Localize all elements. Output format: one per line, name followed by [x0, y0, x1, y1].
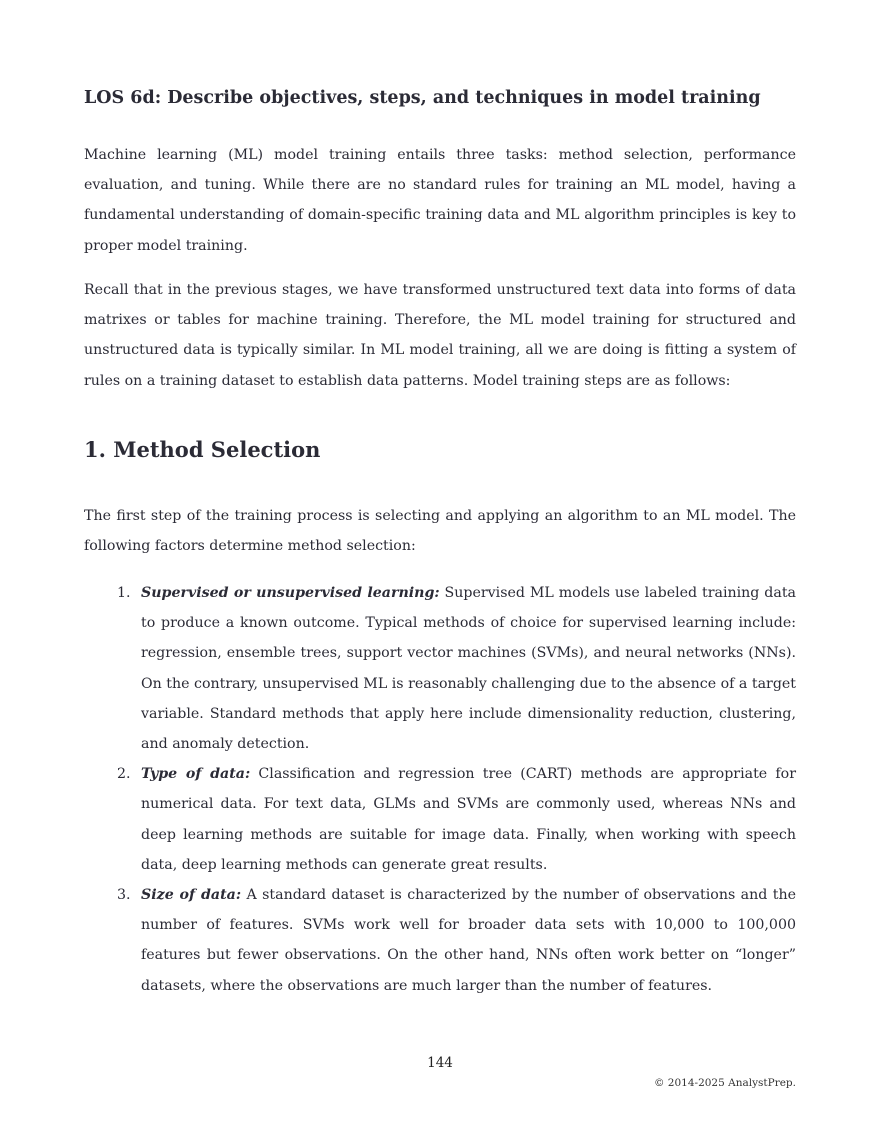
list-item-term: Supervised or unsupervised learning: — [141, 585, 440, 601]
los-heading: LOS 6d: Describe objectives, steps, and techniques in model training — [84, 88, 761, 108]
list-item-number: 2. — [117, 766, 131, 783]
list-item-number: 3. — [117, 887, 131, 904]
list-item-text: Classification and regression tree (CART) methods are appropriate for numerical data. For text data, GLMs and SVMs are commonly used, whereas NNs and deep learning methods are suitable for image data. Finally, when working with speech data, deep learning methods can generate great results. — [141, 766, 796, 873]
list-item-text: A standard dataset is characterized by the number of observations and the number of features. SVMs work well for broader data sets with 10,000 to 100,000 features but fewer observations. On the other hand, NNs often work better on “longer” datasets, where the observations are much larger than the number of features. — [141, 887, 796, 994]
copyright-notice: © 2014-2025 AnalystPrep. — [653, 1077, 796, 1089]
list-item — [84, 578, 796, 759]
list-item-term: Type of data: — [141, 766, 251, 783]
list-item-term: Size of data: — [141, 887, 242, 904]
list-item — [84, 759, 796, 880]
factor-list — [84, 578, 796, 1001]
section-intro-paragraph: The first step of the training process is selecting and applying an algorithm to an ML model. The following factors determine method selection: — [84, 508, 796, 555]
section-title: 1. Method Selection — [84, 437, 321, 462]
page-number: 144 — [427, 1055, 453, 1071]
list-item-number: 1. — [117, 585, 131, 601]
intro-paragraph: Machine learning (ML) model training entails three tasks: method selection, performance evaluation, and tuning. While there are no standard rules for training an ML model, having a fundamental understanding of domain-specific training data and ML algorithm principles is key to proper model training. — [84, 147, 796, 254]
recall-paragraph: Recall that in the previous stages, we have transformed unstructured text data into forms of data matrixes or tables for machine training. Therefore, the ML model training for structured and unstructured data is typically similar. In ML model training, all we are doing is fitting a system of rules on a training dataset to establish data patterns. Model training steps are as follows: — [84, 282, 796, 389]
list-item — [84, 880, 796, 1001]
list-item-text: Supervised ML models use labeled training data to produce a known outcome. Typical methods of choice for supervised learning include: regression, ensemble trees, support vector machines (SVMs), and neural networks (NNs). On the contrary, unsupervised ML is reasonably challenging due to the absence of a target variable. Standard methods that apply here include dimensionality reduction, clustering, and anomaly detection. — [141, 585, 796, 753]
